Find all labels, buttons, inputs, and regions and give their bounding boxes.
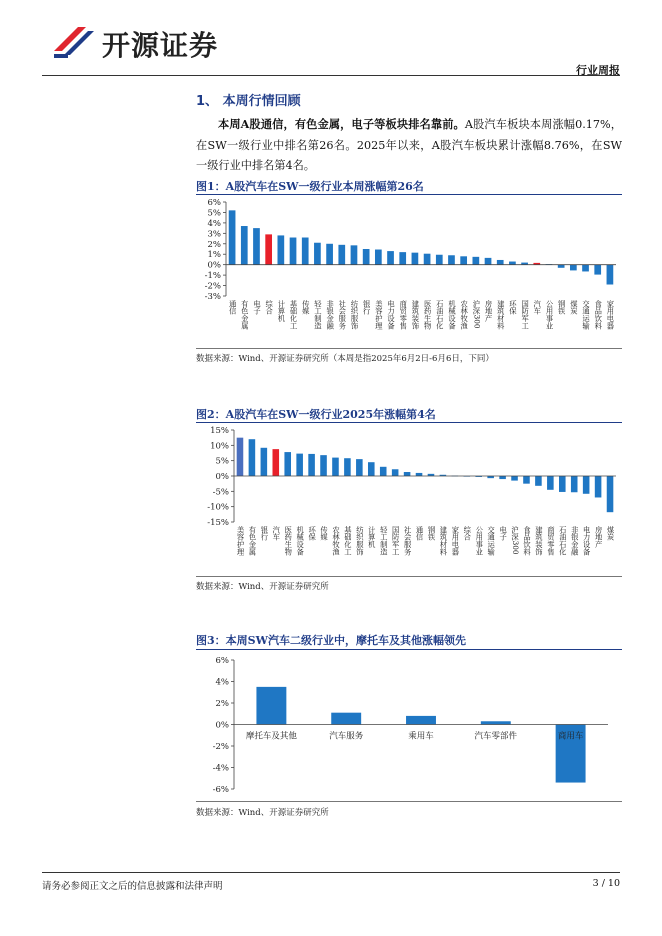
header-divider [42,75,620,76]
bar-建筑材料 [497,260,504,265]
y-tick-label: 0% [207,260,221,271]
x-tick-label: 轻工制造 [379,526,389,556]
bar-汽车零部件 [481,721,511,724]
bar-电子 [253,228,260,265]
chart-1 [196,196,622,346]
bar-建筑装饰 [535,476,542,486]
y-tick-label: 2% [207,239,221,250]
bar-医药生物 [284,452,291,476]
y-tick-label: 0% [215,720,229,731]
x-tick-label: 传媒 [320,526,330,541]
y-tick-label: 3% [207,229,221,240]
x-tick-label: 乘用车 [408,731,434,742]
bar-农林牧渔 [460,256,467,264]
x-tick-label: 煤炭 [606,526,616,541]
bar-基础化工 [344,458,351,476]
y-tick-label: -5% [212,487,229,498]
y-tick-label: 6% [215,656,229,666]
x-tick-label: 有色金属 [248,526,258,556]
y-tick-label: -10% [207,502,229,513]
footer-disclaimer: 请务必参阅正文之后的信息披露和法律声明 [42,881,223,892]
bar-汽车服务 [331,713,361,725]
x-tick-label: 商贸零售 [399,300,409,330]
x-tick-label: 电力设备 [582,526,592,556]
figure-3-rule [196,649,622,650]
figure-1-title: 图1：A股汽车在SW一级行业本周涨幅第26名 [196,180,424,193]
y-tick-label: -6% [212,785,229,795]
bar-机械设备 [448,255,455,264]
bar-计算机 [368,462,375,476]
x-tick-label: 钢铁 [427,526,437,541]
x-tick-label: 食品饮料 [594,300,604,330]
figure-2-title: 图2：A股汽车在SW一级行业2025年涨幅第4名 [196,408,436,421]
x-tick-label: 建筑材料 [496,300,506,330]
x-tick-label: 通信 [228,300,238,315]
x-tick-label: 食品饮料 [522,526,532,556]
bar-环保 [308,454,315,476]
x-tick-label: 电子 [252,300,262,315]
x-tick-label: 机械设备 [296,526,306,556]
bar-传媒 [320,455,327,476]
bar-环保 [509,262,516,265]
x-tick-label: 摩托车及其他 [245,731,297,742]
bar-电力设备 [387,251,394,265]
x-tick-label: 有色金属 [240,300,250,330]
logo-text: 开源证券 [102,29,219,62]
x-tick-label: 美容护理 [236,526,246,556]
bar-电子 [499,476,506,479]
bar-综合 [265,234,272,264]
section-title: 1、 本周行情回顾 [196,94,301,109]
bar-电力设备 [583,476,590,494]
bar-商贸零售 [547,476,554,490]
bar-石油石化 [559,476,566,492]
y-tick-label: 2% [215,699,229,709]
bar-纺织服饰 [351,245,358,264]
figure-1-rule [196,194,622,195]
x-tick-label: 房地产 [484,300,494,322]
x-tick-label: 通信 [415,526,425,541]
bar-银行 [261,448,268,476]
y-tick-label: 5% [215,456,229,467]
bar-煤炭 [607,476,614,512]
x-tick-label: 钢铁 [557,300,567,315]
x-tick-label: 商贸零售 [546,526,556,556]
bar-有色金属 [249,439,256,476]
bar-通信 [416,473,423,476]
x-tick-label: 建筑材料 [439,526,449,556]
x-tick-label: 农林牧渔 [331,526,341,556]
bar-建筑装饰 [412,253,419,265]
figure-3-source: 数据来源：Wind、开源证券研究所 [196,808,329,818]
bar-计算机 [277,235,284,264]
x-tick-label: 家用电器 [606,300,616,330]
figure-2-source: 数据来源：Wind、开源证券研究所 [196,582,329,592]
company-logo [52,21,252,61]
figure-1-source: 数据来源：Wind、开源证券研究所（本周是指2025年6月2日-6月6日，下同） [196,354,494,364]
x-tick-label: 电力设备 [387,300,397,330]
x-tick-label: 计算机 [277,300,287,322]
bar-农林牧渔 [332,458,339,476]
x-tick-label: 非银金融 [326,300,336,330]
x-tick-label: 石油石化 [435,300,445,330]
figure-2-rule [196,422,622,423]
x-tick-label: 石油石化 [558,526,568,556]
y-tick-label: 10% [210,441,229,452]
bar-机械设备 [296,454,303,476]
bar-家用电器 [607,265,614,285]
bar-食品饮料 [523,476,530,484]
x-tick-label: 房地产 [594,526,604,548]
x-tick-label: 银行 [362,300,372,315]
bar-沪深300 [511,476,518,481]
x-tick-label: 电子 [499,526,509,541]
bar-纺织服饰 [356,459,363,476]
x-tick-label: 汽车服务 [329,731,364,742]
y-tick-label: -2% [212,742,229,752]
x-tick-label: 交通运输 [582,300,592,330]
x-tick-label: 家用电器 [451,526,461,556]
y-tick-label: 15% [210,426,229,436]
footer-divider [42,872,620,873]
x-tick-label: 非银金融 [570,526,580,556]
x-tick-label: 国防军工 [391,526,401,556]
bar-石油石化 [436,255,443,265]
x-tick-label: 轻工制造 [313,300,323,330]
bar-国防军工 [392,469,399,476]
x-tick-label: 基础化工 [343,526,353,556]
x-tick-label: 汽车 [533,300,543,315]
x-tick-label: 综合 [265,300,275,315]
bar-银行 [363,249,370,265]
page-number: 3 / 10 [592,878,620,889]
bar-美容护理 [375,250,382,265]
paragraph-lead: 本周A股通信，有色金属，电子等板块排名靠前。 [218,117,465,131]
x-tick-label: 汽车零部件 [474,731,518,742]
figure-2-source-rule [196,576,622,577]
x-tick-label: 公用事业 [475,526,485,556]
bar-食品饮料 [594,265,601,275]
x-tick-label: 医药生物 [284,526,294,556]
bar-钢铁 [558,265,565,268]
figure-3-source-rule [196,801,622,802]
x-tick-label: 美容护理 [374,300,384,330]
x-tick-label: 煤炭 [569,300,579,315]
bar-通信 [229,210,236,264]
summary-paragraph [196,114,622,177]
figure-1-source-rule [196,348,622,349]
x-tick-label: 建筑装饰 [534,526,544,556]
x-tick-label: 交通运输 [487,526,497,556]
bar-房地产 [485,258,492,265]
y-tick-label: 6% [207,198,221,208]
x-tick-label: 传媒 [301,300,311,315]
figure-3-title: 图3：本周SW汽车二级行业中，摩托车及其他涨幅领先 [196,634,466,647]
bar-医药生物 [424,254,431,265]
x-tick-label: 商用车 [557,731,584,742]
y-tick-label: 1% [207,250,221,261]
x-tick-label: 银行 [260,526,270,541]
bar-美容护理 [237,438,244,476]
paragraph-body: A股汽车板块本周涨幅0.17%，在SW一级行业中排名第26名。2025年以来，A股汽车板块累计涨幅8.76%，在SW一级行业中排名第4名。 [196,118,622,172]
y-tick-label: -2% [204,281,221,292]
bar-社会服务 [404,472,411,476]
x-tick-label: 沪深300 [511,526,521,555]
bar-非银金融 [326,244,333,265]
y-tick-label: -3% [204,292,221,302]
x-tick-label: 国防军工 [521,300,531,330]
x-tick-label: 计算机 [367,526,377,548]
x-tick-label: 社会服务 [338,300,348,330]
x-tick-label: 纺织服饰 [355,526,365,556]
bar-乘用车 [406,716,436,725]
x-tick-label: 环保 [308,526,318,541]
x-tick-label: 环保 [508,300,518,315]
x-tick-label: 汽车 [272,526,282,541]
x-tick-label: 沪深300 [472,300,482,329]
chart-3 [196,651,622,799]
y-tick-label: 4% [207,218,221,229]
bar-汽车 [272,449,279,476]
bar-商贸零售 [399,252,406,265]
y-tick-label: -15% [207,518,229,528]
bar-非银金融 [571,476,578,492]
x-tick-label: 建筑装饰 [411,300,421,330]
y-tick-label: 4% [215,677,229,688]
bar-摩托车及其他 [256,687,286,725]
bar-沪深300 [472,257,479,265]
y-tick-label: -4% [212,763,229,774]
bar-社会服务 [338,245,345,265]
y-tick-label: -1% [204,271,221,282]
bar-煤炭 [570,265,577,271]
bar-有色金属 [241,226,248,265]
bar-轻工制造 [314,243,321,265]
x-tick-label: 农林牧渔 [460,300,470,330]
bar-房地产 [595,476,602,497]
x-tick-label: 社会服务 [403,526,413,556]
report-type: 行业周报 [576,64,620,77]
x-tick-label: 机械设备 [447,300,457,330]
y-tick-label: 5% [207,208,221,219]
bar-传媒 [302,238,309,265]
bar-交通运输 [582,265,589,272]
x-tick-label: 纺织服饰 [350,300,360,330]
x-tick-label: 基础化工 [289,300,299,330]
logo-mark-icon [52,21,96,61]
x-tick-label: 综合 [463,526,473,541]
bar-轻工制造 [380,467,387,476]
bar-基础化工 [290,238,297,265]
chart-2 [196,424,622,574]
x-tick-label: 公用事业 [545,300,555,330]
y-tick-label: 0% [215,472,229,482]
x-tick-label: 医药生物 [423,300,433,330]
